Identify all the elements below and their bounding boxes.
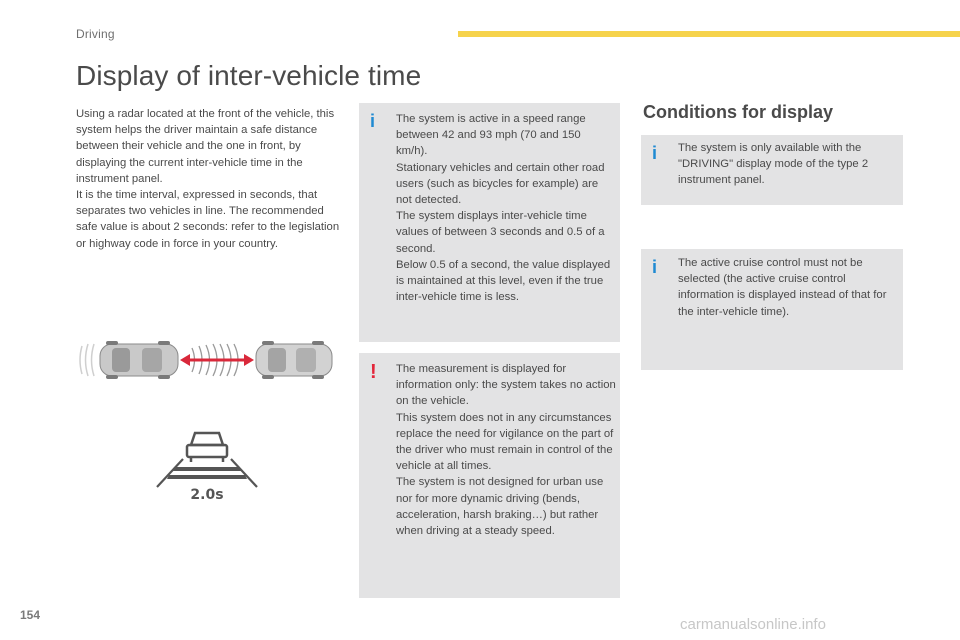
warning-box [359,353,620,598]
header-accent-bar [458,31,960,37]
section-label: Driving [76,27,115,41]
info-icon: i [652,143,658,163]
road-lines-icon [157,459,257,487]
warning-box-text: The measurement is displayed for information only: the system takes no action on the vehicle. This system does not in any circumstances replace the need for vigilance on the part of the driver who must remain in control of the vehicle at all times. The system is not designed for urban use nor for more dynamic driving (bends, acceleration, harsh braking…) but rather when driving at a steady speed. [396,363,616,538]
watermark: carmanualsonline.info [680,616,826,633]
info-box-display-mode [641,135,903,205]
rear-car-icon [100,341,178,379]
inter-vehicle-time-display [155,425,259,503]
info-box-cruise-control-text: The active cruise control must not be selected (the active cruise control information is displayed instead of that for the inter-vehicle time). [678,257,887,318]
front-car-icon [256,341,332,379]
info-box-operation-text: The system is active in a speed range between 42 and 93 mph (70 and 150 km/h). Stationary vehicles and certain other road users (such as bicycles for example) are not detected. The system displays inter-vehicle time values of between 3 seconds and 0.5 of a second. Below 0.5 of a second, the value displayed is maintained at this level, even if the true inter-vehicle time is less. [396,113,611,304]
conditions-heading: Conditions for display [643,102,834,122]
page-title: Display of inter-vehicle time [76,60,422,91]
gap-time-value: 2.0s [190,487,224,503]
warning-icon: ! [370,361,377,383]
motion-lines-icon [80,344,94,376]
page-number: 154 [20,608,41,622]
info-icon: i [370,111,376,131]
info-box-cruise-control [641,249,903,370]
info-box-display-mode-text: The system is only available with the "DRIVING" display mode of the type 2 instrument panel. [678,142,869,187]
vehicle-distance-illustration [76,336,336,384]
gap-bars-icon [167,467,247,479]
info-icon: i [652,257,658,277]
info-box-operation [359,103,620,342]
intro-paragraph: Using a radar located at the front of the vehicle, this system helps the driver maintain a safe distance between their vehicle and the one in front, by displaying the current inter-vehicle time in the instrument panel. It is the time interval, expressed in seconds, that separates two vehicles in line. The recommended safe value is about 2 seconds: refer to the legislation or highway code in force in your country. [76,108,340,250]
car-front-icon [187,433,227,462]
